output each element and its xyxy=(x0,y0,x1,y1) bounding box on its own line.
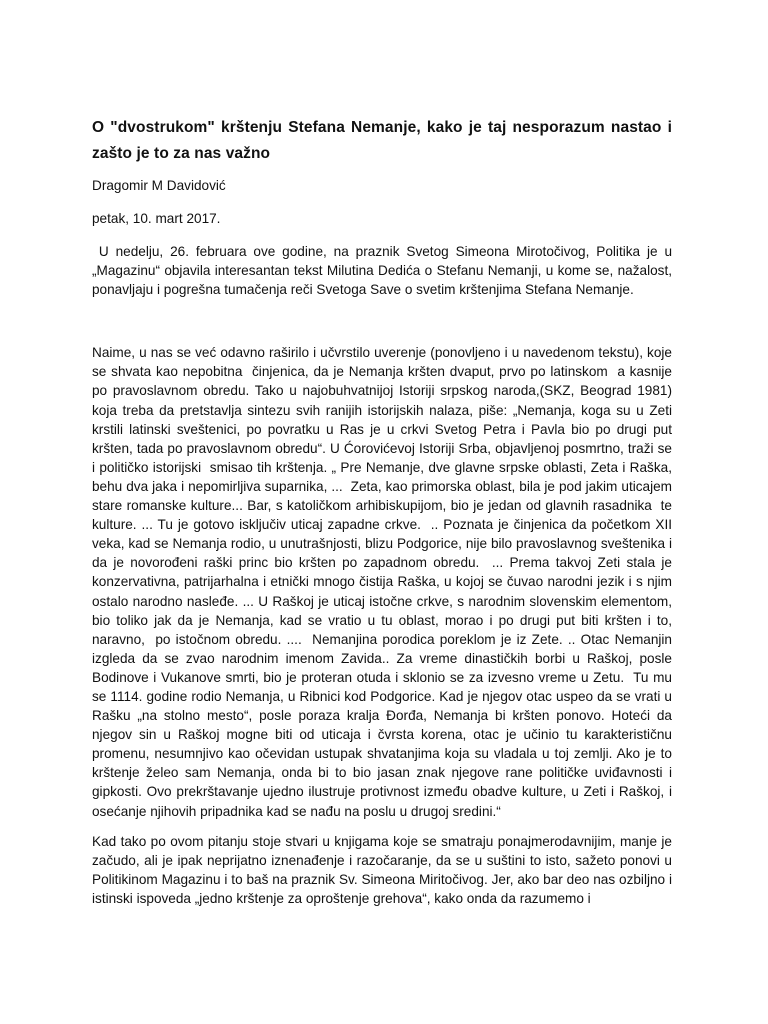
author-name: Dragomir M Davidović xyxy=(92,178,226,193)
article-title: O "dvostrukom" krštenju Stefana Nemanje, kako je taj nesporazum nastao i zašto je to za nas važno xyxy=(92,119,672,162)
paragraph-intro: U nedelju, 26. februara ove godine, na praznik Svetog Simeona Mirotočivog, Politika je u „Magazinu“ objavila interesantan tekst Milutina Dedića o Stefanu Nemanji, u kome se, nažalost, ponavljaju i pogrešna tumačenja reči Svetoga Save o svetim krštenjima Stefana Nemanje. xyxy=(92,244,676,298)
paragraph-main: Naime, u nas se već odavno raširilo i učvrstilo uverenje (ponovljeno i u navedenom tekstu), koje se shvata kao nepobitna činjenica, da je Nemanja kršten dvaput, prvo po latinskom a kasnije po pravoslavnom obredu. Tako u najobuhvatnijoj Istoriji srpskog naroda,(SKZ, Beograd 1981) koja treba da pretstavlja sintezu svih ranijih istorijskih nalaza, piše: „Nemanja, koga su u Zeti krstili latinski sveštenici, po povratku u Ras je u crkvi Svetog Petra i Pavla bio po drugi put kršten, tada po pravoslavnom obredu“. U Ćorovićevoj Istoriji Srba, objavljenoj posmrtno, traži se i političko istorijski smisao tih krštenja. „ Pre Nemanje, dve glavne srpske oblasti, Zeta i Raška, behu dva jaka i nepomirljiva suparnika, ... Zeta, kao primorska oblast, bila je pod jakim uticajem stare romanske kulture... Bar, s katoličkom arhibiskupijom, bio je jedan od glavnih rasadnika te kulture. ... Tu je gotovo isključiv uticaj zapadne crkve. .. Poznata je činjenica da početkom XII veka, kad se Nemanja rodio, u unutrašnjosti, blizu Podgorice, nije bilo pravoslavnog sveštenika i da je novorođeni raški princ bio kršten po zapadnom obredu. ... Prema takvoj Zeti stala je konzervativna, patrijarhalna i etnički mnogo čistija Raška, u kojoj se čuvao narodni jezik i s njim ostalo narodno nasleđe. ... U Raškoj je uticaj istočne crkve, s narodnim slovenskim elementom, bio toliko jak da je Nemanja, kad se vratio u tu oblast, morao i po drugi put biti kršten i to, naravno, po istočnom obredu. .... Nemanjina porodica poreklom je iz Zete. .. Otac Nemanjin izgleda da se zvao narodnim imenom Zavida.. Za vreme dinastičkih borbi u Raškoj, posle Bodinove i Vukanove smrti, bio je proteran otuda i sklonio se za izvesno vreme u Zetu. Tu mu se 1114. godine rodio Nemanja, u Ribnici kod Podgorice. Kad je njegov otac uspeo da se vrati u Rašku „na stolno mesto“, posle poraza kralja Đorđa, Nemanja bi kršten ponovo. Hoteći da njegov sin u Raškoj mogne biti od uticaja i čvrsta korena, otac je učinio tu karakterističnu promenu, nesumnjivo kao očevidan ustupak shvatanjima koja su vladala u toj zemlji. Ako je to krštenje želeo sam Nemanja, onda bi to bio jasan znak njegove rane političke uviđavnosti i gipkosti. Ovo prekrštavanje ujedno ilustruje protivnost između obadve kulture, u Zeti i Raškoj, i osećanje njihovih pripadnika kad se nađu na poslu u drugoj sredini.“ xyxy=(92,345,680,819)
document-page xyxy=(92,115,680,908)
paragraph-continuation: Kad tako po ovom pitanju stoje stvari u knjigama koje se smatraju ponajmerodavnijim, manje je začudo, ali je ipak neprijatno iznenađenje i razočaranje, da se u suštini to isto, sažeto ponovi u Politikinom Magazinu i to baš na praznik Sv. Simeona Miritočivog. Jer, ako bar deo nas ozbiljno i istinski ispoveda „jedno krštenje za oproštenje grehova“, kako onda da razumemo i xyxy=(92,833,676,906)
publish-date: petak, 10. mart 2017. xyxy=(92,211,221,226)
